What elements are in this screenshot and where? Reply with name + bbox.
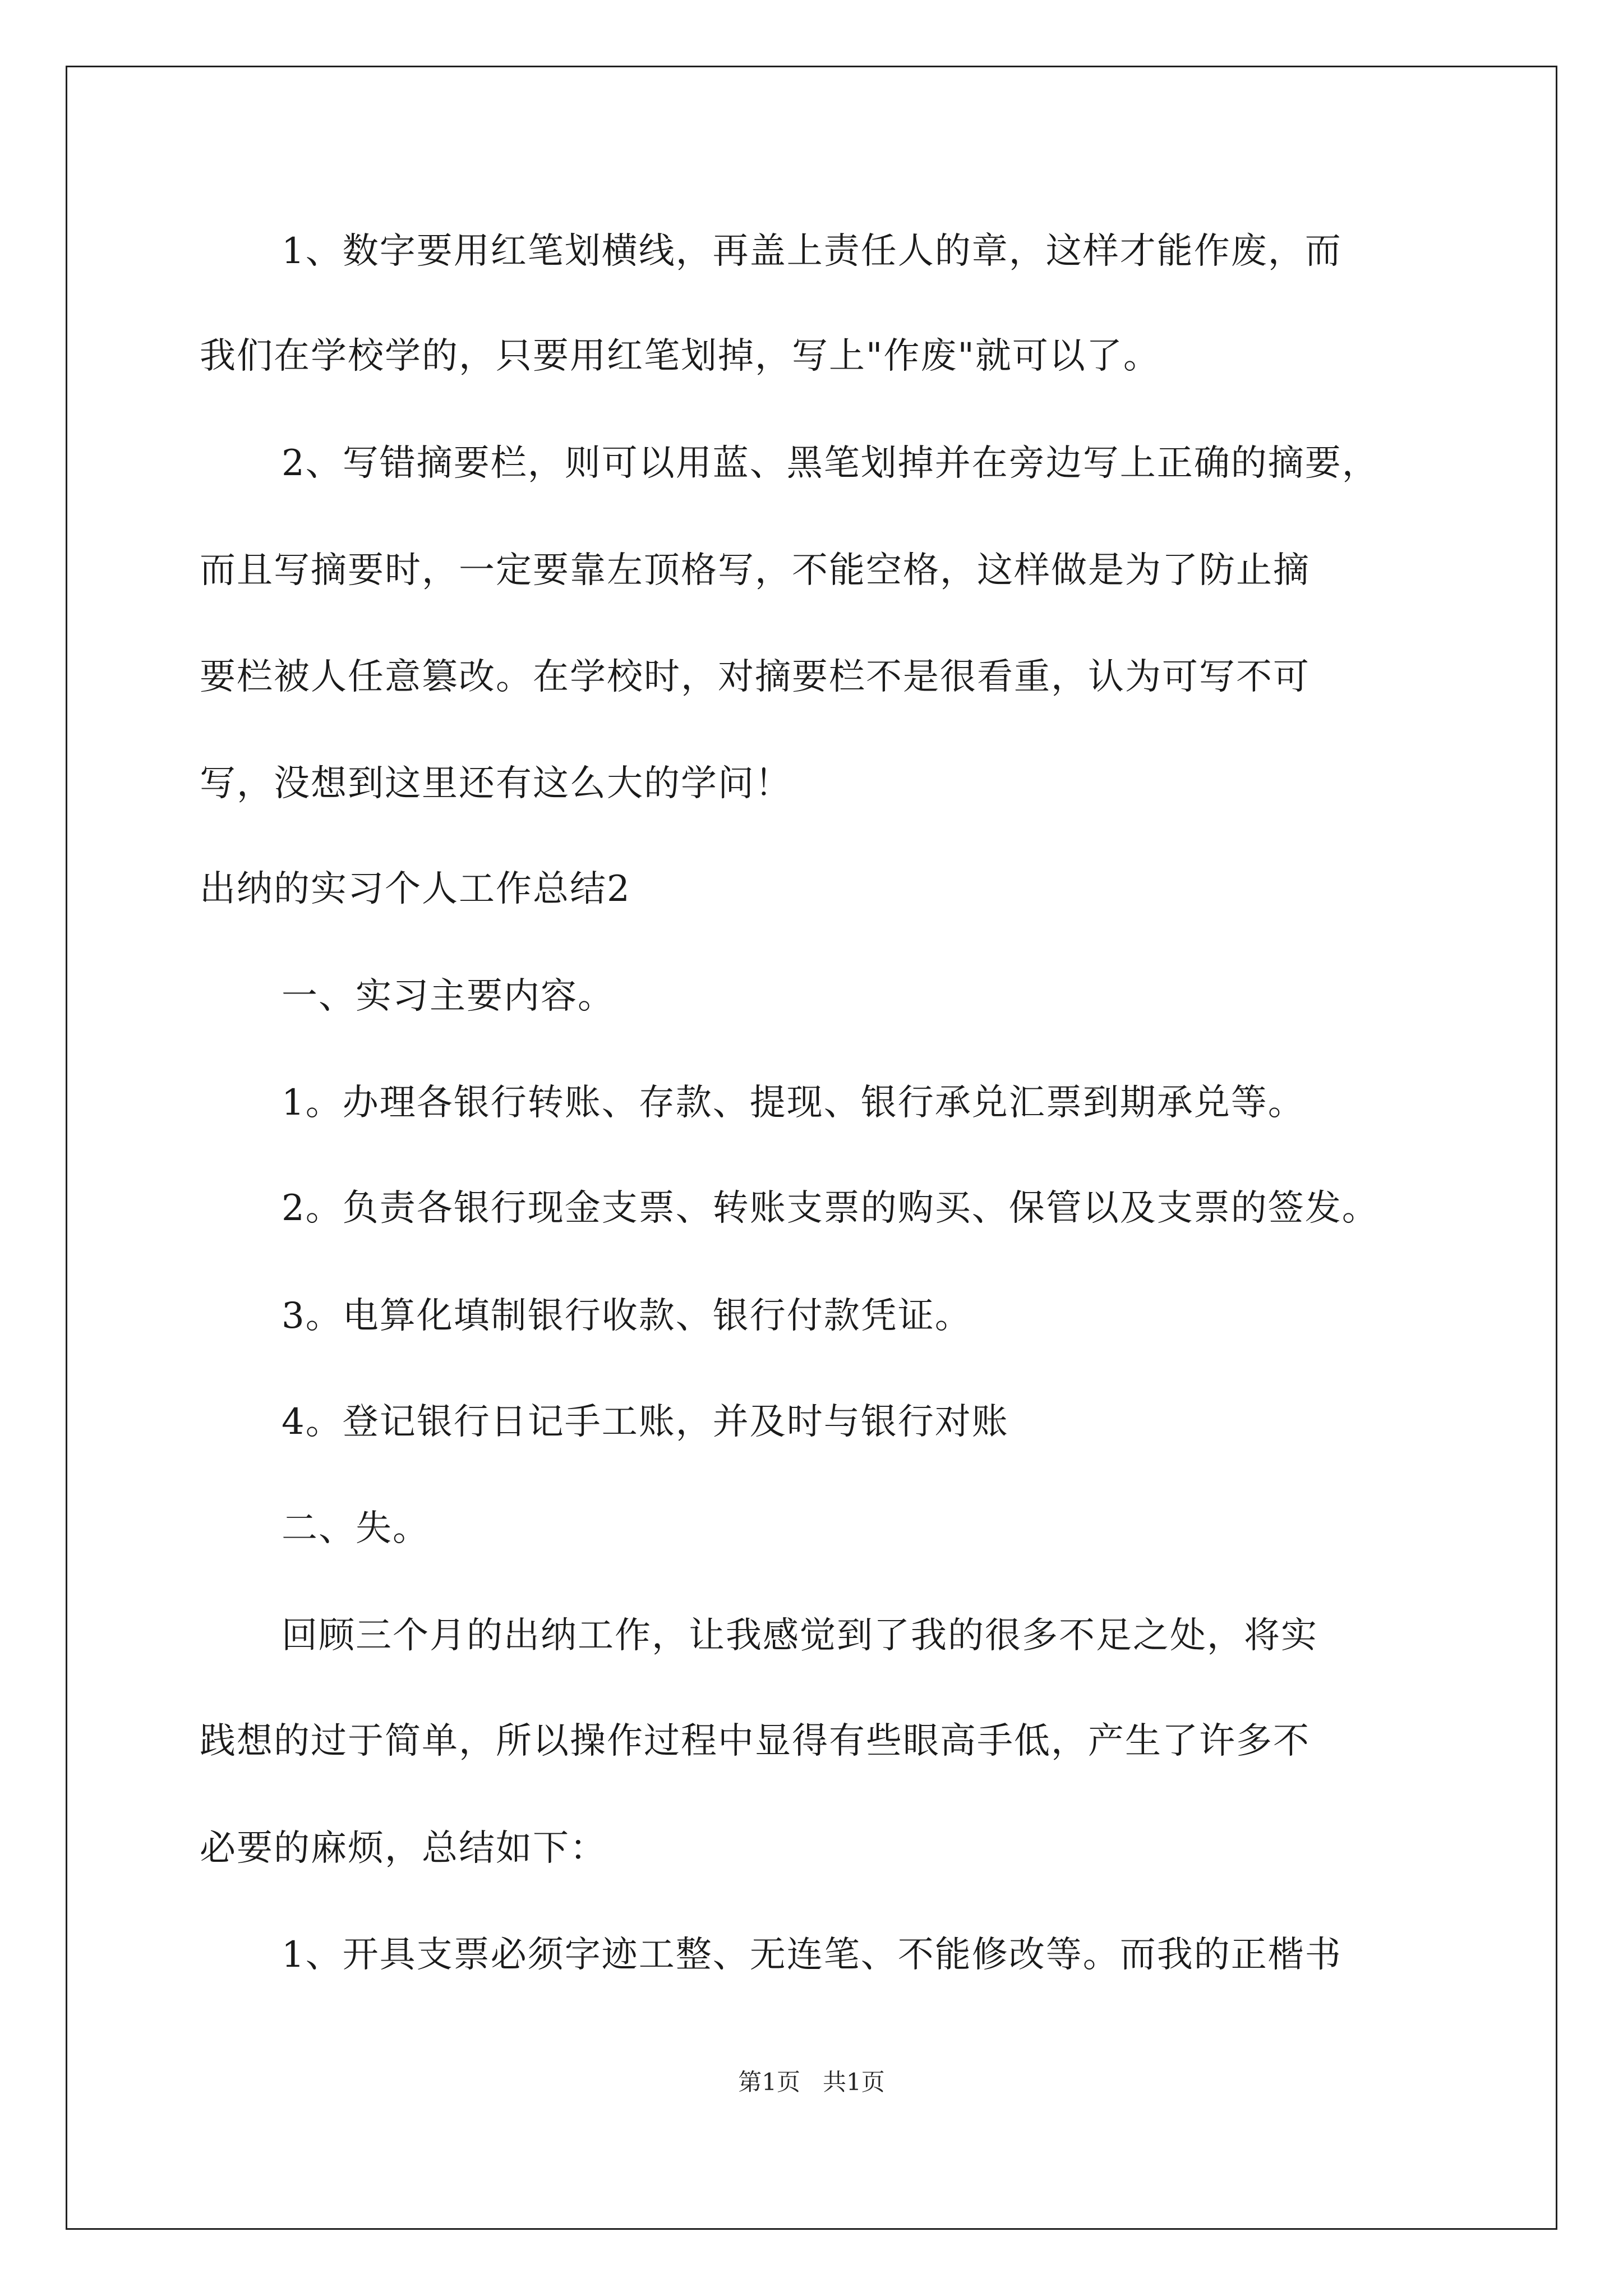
list-item: 2。负责各银行现金支票、转账支票的购买、保管以及支票的签发。 (282, 1188, 1379, 1229)
paragraph-line: 1、数字要用红笔划横线，再盖上责任人的章，这样才能作废，而 (282, 231, 1342, 272)
page-number: 第1页 共1页 (738, 2068, 885, 2096)
paragraph-line: 我们在学校学的，只要用红笔划掉，写上"作废"就可以了。 (200, 335, 1160, 377)
paragraph-line: 写，没想到这里还有这么大的学问！ (200, 763, 792, 804)
paragraph-line: 践想的过于简单，所以操作过程中显得有些眼高手低，产生了许多不 (200, 1720, 1310, 1762)
list-item: 1。办理各银行转账、存款、提现、银行承兑汇票到期承兑等。 (282, 1082, 1305, 1124)
list-item: 4。登记银行日记手工账，并及时与银行对账 (282, 1401, 1009, 1443)
paragraph-line: 要栏被人任意篡改。在学校时，对摘要栏不是很看重，认为可写不可 (200, 656, 1310, 698)
paragraph-line: 而且写摘要时，一定要靠左顶格写，不能空格，这样做是为了防止摘 (200, 550, 1310, 591)
subheading: 一、实习主要内容。 (282, 976, 615, 1017)
paragraph-line: 必要的麻烦，总结如下： (200, 1828, 607, 1869)
paragraph-line: 2、写错摘要栏，则可以用蓝、黑笔划掉并在旁边写上正确的摘要， (282, 443, 1379, 484)
page-border (66, 66, 1557, 2230)
paragraph-line: 回顾三个月的出纳工作，让我感觉到了我的很多不足之处，将实 (282, 1615, 1318, 1657)
list-item: 3。电算化填制银行收款、银行付款凭证。 (282, 1295, 972, 1337)
paragraph-line: 1、开具支票必须字迹工整、无连笔、不能修改等。而我的正楷书 (282, 1934, 1342, 1976)
subheading: 二、失。 (282, 1508, 430, 1549)
section-heading: 出纳的实习个人工作总结2 (200, 868, 631, 910)
